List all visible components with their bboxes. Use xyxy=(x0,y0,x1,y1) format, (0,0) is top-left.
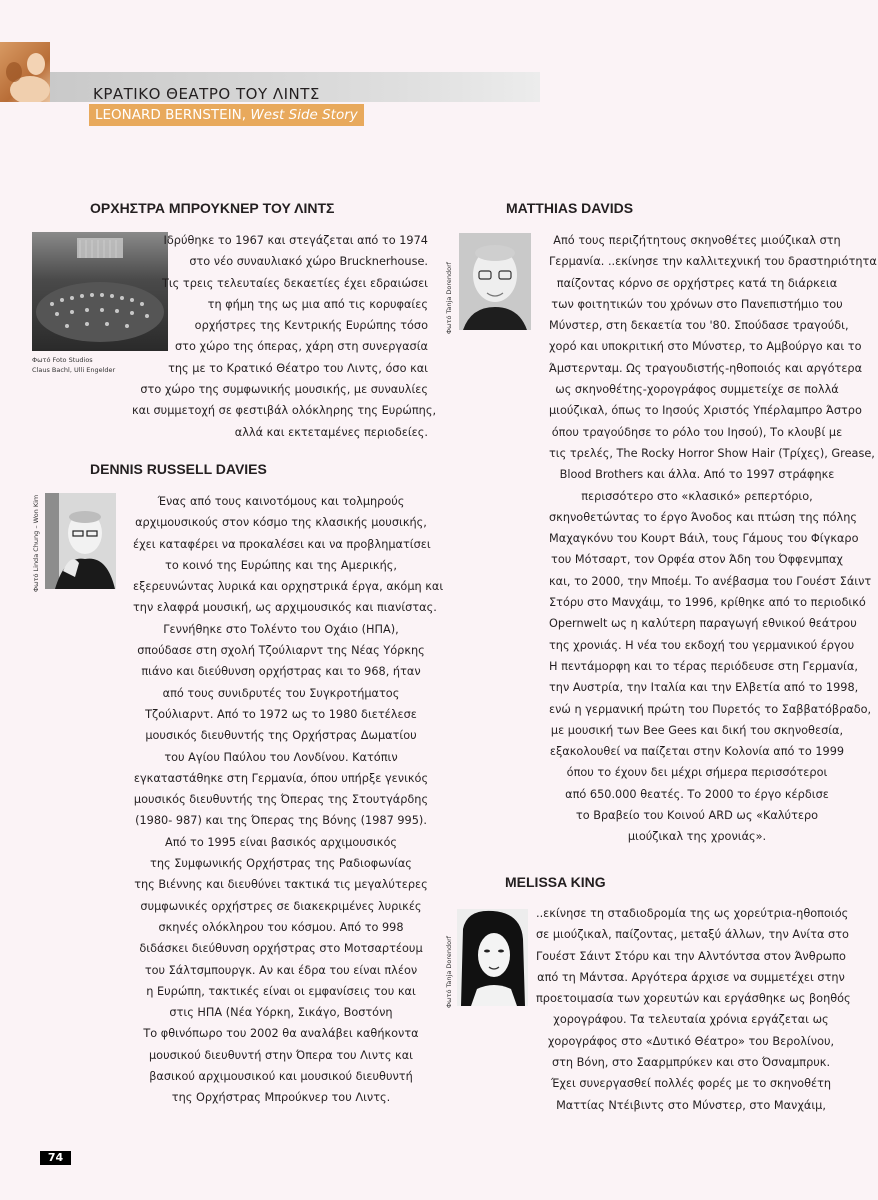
melissa-heading: MELISSA KING xyxy=(505,874,606,890)
matthias-text-line: χορό και υποκριτική στο Μύνστερ, το Αμβούργο και το xyxy=(549,340,862,354)
orchestra-text-line: στο χώρο της συμφωνικής μουσικής, με συναυλίες xyxy=(140,383,428,397)
matthias-text-line: εξακολουθεί να παίζεται στην Κολονία από το 1999 xyxy=(549,745,845,759)
matthias-text-line: Άμστερνταμ. Ως τραγουδιστής-ηθοποιός και αργότερα xyxy=(549,361,863,375)
header-thumbnail-photo xyxy=(0,42,50,102)
davies-text-line: την ελαφρά μουσική, ως αρχιμουσικός και πιανίστας. xyxy=(133,601,437,615)
melissa-text-line: σε μιούζικαλ, παίζοντας, μεταξύ άλλων, την Ανίτα στο xyxy=(536,928,849,942)
davies-text-line: έχει καταφέρει να προκαλέσει και να προβληματίσει xyxy=(133,537,431,551)
davies-text-line: εξερευνώντας λυρικά και ορχηστρικά έργα, ακόμη και xyxy=(133,580,444,594)
melissa-photo xyxy=(457,909,528,1006)
orchestra-text-line: τη φήμη της ως μια από τις κορυφαίες xyxy=(207,297,428,311)
orchestra-photo-credit-2: Claus Bachl, Ulli Engelder xyxy=(32,366,116,374)
davies-text-line: συμφωνικές ορχήστρες σε διακεκριμένες λυρικές xyxy=(140,899,422,913)
matthias-text-line: το Βραβείο του Κοινού ARD ως «Καλύτερο xyxy=(575,809,819,823)
matthias-text-line: με μουσική των Bee Gees και δική του σκηνοθεσία, xyxy=(550,723,844,737)
davies-text-line: από τους συνιδρυτές του Συγκροτήματος xyxy=(162,686,400,700)
davies-photo xyxy=(45,493,116,589)
davies-body xyxy=(133,491,444,1109)
davies-text-line: (1980- 987) και της Όπερας της Βόνης (1987 995). xyxy=(135,814,427,828)
orchestra-text-line: αλλά και εκτεταμένες περιοδείες. xyxy=(234,425,428,439)
orchestra-text-line: στο χώρο της όπερας, χάρη στη συνεργασία xyxy=(174,340,428,354)
davies-text-line: της Βιέννης και διευθύνει τακτικά τις μεγαλύτερες xyxy=(134,878,428,892)
davies-text-line: του Αγίου Παύλου του Λονδίνου. Κατόπιν xyxy=(164,750,398,764)
matthias-text-line: περισσότερο στο «κλασικό» ρεπερτόριο, xyxy=(581,489,813,503)
davies-text-line: μουσικός διευθυντής της Όπερας της Στουτγάρδης xyxy=(133,793,429,807)
matthias-text-line: Μαχαγκόνυ του Κουρτ Βάιλ, τους Γάμους του Φίγκαρο xyxy=(549,532,859,546)
melissa-text-line: προετοιμασία των χορευτών και εργάσθηκε ως βοηθός xyxy=(536,992,851,1006)
matthias-heading: MATTHIAS DAVIDS xyxy=(506,200,634,216)
davies-text-line: μουσικός διευθυντής της Ορχήστρας Δωματίου xyxy=(145,729,417,743)
davies-text-line: Ένας από τους καινοτόμους και τολμηρούς xyxy=(157,495,405,508)
orchestra-photo-credit-1: Φωτό Foto Studios xyxy=(32,356,93,364)
orchestra-text-line: Ιδρύθηκε το 1967 και στεγάζεται από το 1974 xyxy=(163,234,428,247)
matthias-body xyxy=(549,230,877,848)
melissa-body xyxy=(536,903,851,1116)
matthias-photo-credit: Φωτό Tanja Dorendorf xyxy=(445,261,453,334)
davies-text-line: διδάσκει διεύθυνση ορχήστρας στο Μοτσαρτέουμ xyxy=(139,942,423,956)
matthias-text-line: Γερμανία. ..εκίνησε την καλλιτεχνική του δραστηριότητα xyxy=(549,255,877,269)
orchestra-body xyxy=(132,230,437,443)
melissa-text-line: χορογράφου. Τα τελευταία χρόνια εργάζεται ως xyxy=(553,1013,829,1027)
matthias-text-line: μιούζικαλ της χρονιάς». xyxy=(627,830,767,844)
davies-heading: DENNIS RUSSELL DAVIES xyxy=(90,461,267,477)
melissa-text-line: Έχει συνεργασθεί πολλές φορές με το σκηνοθέτη xyxy=(550,1077,832,1091)
davies-text-line: Τζούλιαρντ. Από το 1972 ως το 1980 διετέλεσε xyxy=(145,707,417,721)
davies-text-line: Από το 1995 είναι βασικός αρχιμουσικός xyxy=(165,835,397,849)
matthias-text-line: ενώ η γερμανική πρώτη του Πυρετός το Σαββατόβραδο, xyxy=(549,702,872,716)
davies-text-line: η Ευρώπη, τακτικές είναι οι εμφανίσεις του και xyxy=(146,984,416,998)
matthias-text-line: Opernwelt ως η καλύτερη παραγωγή εθνικού θεάτρου xyxy=(549,617,857,631)
davies-text-line: της Ορχήστρας Μπρούκνερ του Λιντς. xyxy=(171,1091,391,1105)
davies-photo-credit: Φωτό Linda Chung – Won Kim xyxy=(32,494,40,592)
melissa-text-line: χορογράφος στο «Δυτικό Θέατρο» του Βερολίνου, xyxy=(547,1034,835,1048)
davies-text-line: πιάνο και διεύθυνση ορχήστρας και το 968, ήταν xyxy=(141,665,421,679)
davies-text-line: της Συμφωνικής Ορχήστρας της Ραδιοφωνίας xyxy=(150,857,412,871)
matthias-text-line: των φοιτητικών του χρόνων στο Πανεπιστήμιο του xyxy=(551,297,843,311)
melissa-text-line: στη Βόνη, στο Σααρμπρύκεν και στο Όσναμπρυκ. xyxy=(551,1056,831,1070)
matthias-text-line: από 650.000 θεατές. Το 2000 το έργο κέρδισε xyxy=(565,787,829,801)
melissa-text-line: Ματτίας Ντέιβιντς στο Μύνστερ, στο Μανχάιμ, xyxy=(556,1098,826,1112)
matthias-text-line: Από τους περιζήτητους σκηνοθέτες μιούζικαλ στη xyxy=(553,234,841,247)
matthias-text-line: του Μότσαρτ, τον Ορφέα στον Άδη του Όφφενμπαχ xyxy=(551,553,843,567)
matthias-text-line: σκηνοθετώντας το έργο Άνοδος και πτώση της πόλης xyxy=(549,510,857,524)
melissa-photo-credit: Φωτό Tanja Dorendorf xyxy=(445,935,453,1008)
matthias-text-line: την Αυστρία, την Ιταλία και την Ελβετία από το 1998, xyxy=(549,681,859,695)
matthias-text-line: ως σκηνοθέτης-χορογράφος συμμετείχε σε πολλά xyxy=(555,383,839,397)
orchestra-heading: ΟΡΧΗΣΤΡΑ ΜΠΡΟΥΚΝΕΡ ΤΟΥ ΛΙΝΤΣ xyxy=(90,200,335,216)
matthias-text-line: Η πεντάμορφη και το τέρας περιόδευσε στη Γερμανία, xyxy=(549,659,858,673)
header-subtitle: LEONARD BERNSTEIN, West Side Story xyxy=(89,104,364,126)
page-number: 74 xyxy=(40,1151,71,1165)
matthias-text-line: όπου το έχουν δει μέχρι σήμερα περισσότεροι xyxy=(566,766,828,780)
davies-text-line: του Σάλτσμπουργκ. Αν και έδρα του είναι πλέον xyxy=(144,963,418,977)
matthias-text-line: παίζοντας κόρνο σε ορχήστρες κατά τη διάρκεια xyxy=(556,276,838,290)
matthias-text-line: όπου τραγούδησε το ρόλο του Ιησού), Το κλουβί με xyxy=(551,425,843,439)
matthias-text-line: Blood Brothers και άλλα. Από το 1997 στράφηκε xyxy=(559,468,835,482)
header-title: ΚΡΑΤΙΚΟ ΘΕΑΤΡΟ ΤΟΥ ΛΙΝΤΣ xyxy=(93,85,320,103)
davies-text-line: αρχιμουσικούς στον κόσμο της κλασικής μουσικής, xyxy=(135,516,427,530)
matthias-text-line: Μύνστερ, στη δεκαετία του '80. Σπούδασε τραγούδι, xyxy=(549,319,849,333)
orchestra-text-line: στο νέο συναυλιακό χώρο Brucknerhouse. xyxy=(189,255,428,269)
orchestra-text-line: της με το Κρατικό Θέατρο του Λιντς, όσο και xyxy=(168,361,428,375)
matthias-text-line: Στόρυ στο Μανχάιμ, το 1996, κρίθηκε από το περιοδικό xyxy=(549,596,866,610)
matthias-text-line: και, το 2000, την Μποέμ. Το ανέβασμα του Γουέστ Σάιντ xyxy=(549,574,872,588)
melissa-text-line: Γουέστ Σάιντ Στόρυ και την Αλντόντσα στον Άνθρωπο xyxy=(536,949,846,963)
davies-text-line: σπούδασε στη σχολή Τζούλιαρντ της Νέας Υόρκης xyxy=(137,644,425,658)
davies-text-line: Το φθινόπωρο του 2002 θα αναλάβει καθήκοντα xyxy=(143,1027,419,1041)
matthias-photo xyxy=(459,233,531,330)
davies-text-line: μουσικού διευθυντή στην Όπερα του Λιντς και xyxy=(149,1048,413,1062)
orchestra-text-line: Τις τρεις τελευταίες δεκαετίες έχει εδραιώσει xyxy=(161,276,428,290)
davies-text-line: το κοινό της Ευρώπης και της Αμερικής, xyxy=(165,558,397,572)
orchestra-text-line: και συμμετοχή σε φεστιβάλ ολόκληρης της Ευρώπης, xyxy=(132,404,437,418)
davies-text-line: στις ΗΠΑ (Νέα Υόρκη, Σικάγο, Βοστόνη xyxy=(169,1006,393,1020)
davies-text-line: εγκαταστάθηκε στη Γερμανία, όπου υπήρξε γενικός xyxy=(133,771,429,785)
matthias-text-line: της χρονιάς. Η νέα του εκδοχή του γερμανικού έργου xyxy=(549,638,855,652)
matthias-text-line: μιούζικαλ, όπως το Ιησούς Χριστός Υπέρλαμπρο Άστρο xyxy=(549,404,862,418)
orchestra-text-line: ορχήστρες της Κεντρικής Ευρώπης τόσο xyxy=(194,319,428,333)
melissa-text-line: ..εκίνησε τη σταδιοδρομία της ως χορεύτρια-ηθοποιός xyxy=(536,907,849,920)
melissa-text-line: από τη Μάντσα. Αργότερα άρχισε να συμμετέχει στην xyxy=(537,970,845,984)
matthias-text-line: τις τρελές, The Rocky Horror Show Hair (Τρίχες), Grease, xyxy=(549,446,875,460)
davies-text-line: σκηνές ολόκληρου του κόσμου. Από το 998 xyxy=(158,920,404,934)
davies-text-line: Γεννήθηκε στο Τολέντο του Οχάιο (ΗΠΑ), xyxy=(163,622,399,636)
davies-text-line: βασικού αρχιμουσικού και μουσικού διευθυντή xyxy=(149,1070,413,1084)
